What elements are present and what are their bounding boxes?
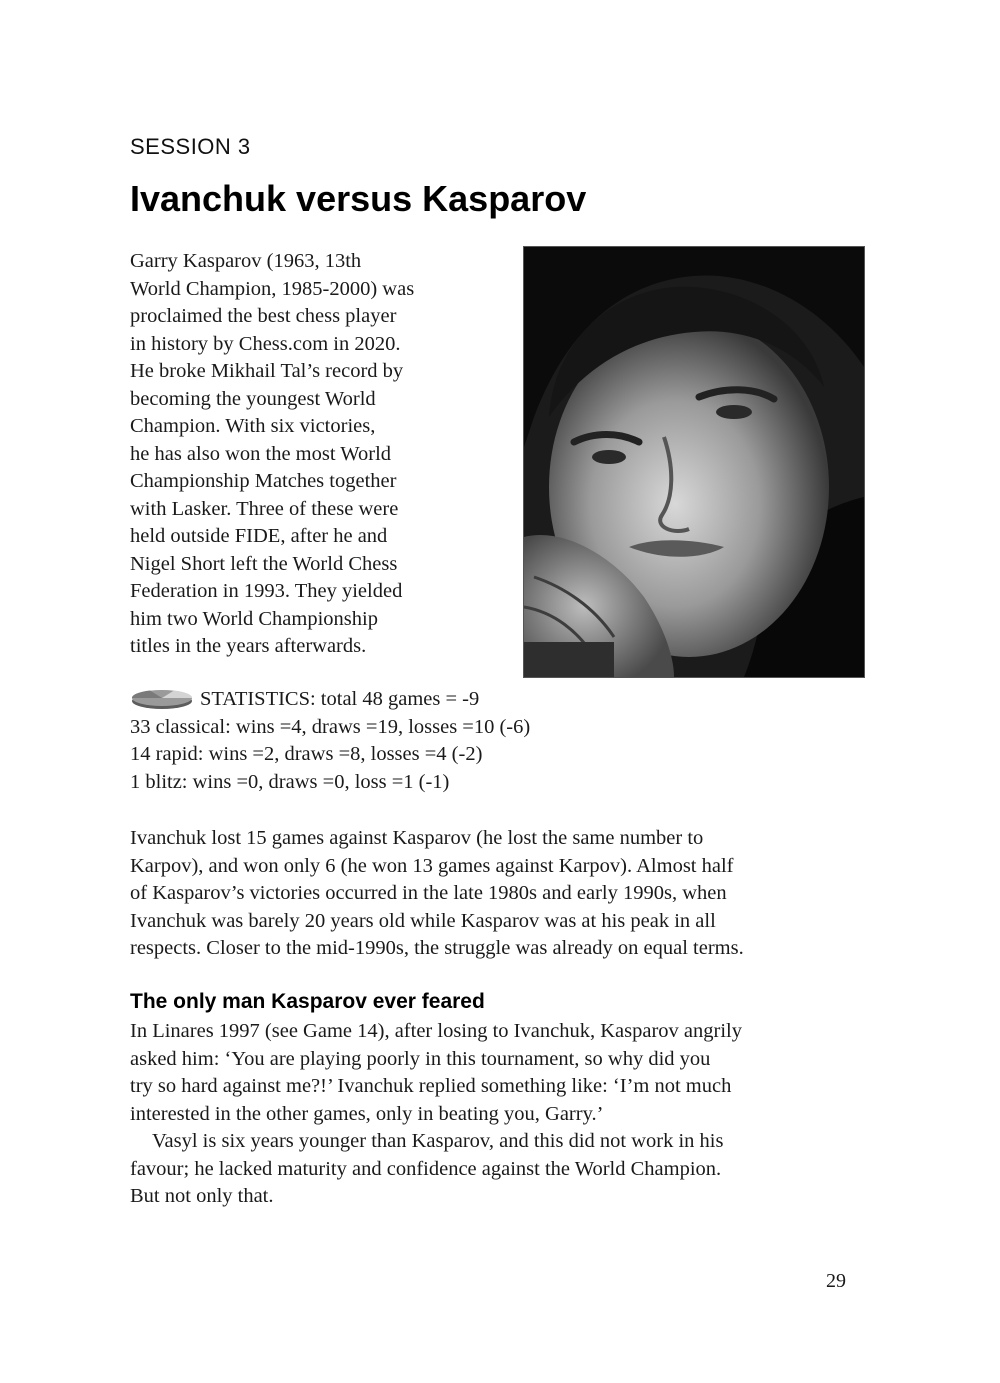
body-paragraph	[130, 825, 744, 963]
text-line: In Linares 1997 (see Game 14), after losing to Ivanchuk, Kasparov angrily	[130, 1020, 742, 1042]
text-line: Ivanchuk lost 15 games against Kasparov (he lost the same number to	[130, 827, 704, 849]
pie-chart-icon	[130, 687, 194, 711]
text-line: Garry Kasparov (1963, 13th	[130, 250, 362, 272]
text-line: respects. Closer to the mid-1990s, the struggle was already on equal terms.	[130, 937, 744, 959]
stats-line: 33 classical: wins =4, draws =19, losses =10 (-6)	[130, 715, 531, 738]
page-title: Ivanchuk versus Kasparov	[130, 178, 587, 219]
text-line: World Champion, 1985-2000) was	[130, 277, 415, 300]
stats-total: STATISTICS: total 48 games = -9	[200, 688, 480, 710]
text-line: interested in the other games, only in beating you, Garry.’	[130, 1102, 604, 1125]
text-line: he has also won the most World	[130, 442, 392, 465]
text-line: Championship Matches together	[130, 470, 397, 492]
text-line: with Lasker. Three of these were	[130, 497, 399, 520]
text-line: him two World Championship	[130, 607, 378, 630]
section-heading: The only man Kasparov ever feared	[130, 990, 485, 1013]
intro-paragraph	[130, 248, 490, 661]
text-line: becoming the youngest World	[130, 387, 376, 410]
text-line: Champion. With six victories,	[130, 415, 376, 437]
stats-line	[130, 686, 530, 714]
session-label: SESSION 3	[130, 134, 251, 159]
page-number: 29	[826, 1270, 846, 1292]
text-line: But not only that.	[130, 1185, 274, 1207]
text-line: titles in the years afterwards.	[130, 635, 367, 657]
section-body	[130, 1018, 742, 1211]
stats-line: 14 rapid: wins =2, draws =8, losses =4 (-2)	[130, 743, 483, 765]
portrait-photo	[523, 246, 865, 678]
text-line: favour; he lacked maturity and confidence against the World Champion.	[130, 1157, 722, 1180]
text-line: Nigel Short left the World Chess	[130, 552, 398, 575]
statistics-block	[130, 686, 530, 796]
text-line: held outside FIDE, after he and	[130, 525, 388, 547]
text-line: Ivanchuk was barely 20 years old while Kasparov was at his peak in all	[130, 909, 716, 932]
text-line: try so hard against me?!’ Ivanchuk replied something like: ‘I’m not much	[130, 1075, 732, 1097]
text-line: Vasyl is six years younger than Kasparov, and this did not work in his	[152, 1130, 724, 1152]
text-line: He broke Mikhail Tal’s record by	[130, 360, 404, 382]
text-line: in history by Chess.com in 2020.	[130, 332, 401, 355]
text-line: proclaimed the best chess player	[130, 305, 397, 327]
text-line: Federation in 1993. They yielded	[130, 580, 403, 602]
text-line: asked him: ‘You are playing poorly in this tournament, so why did you	[130, 1047, 711, 1070]
stats-line: 1 blitz: wins =0, draws =0, loss =1 (-1)	[130, 770, 450, 793]
text-line: Karpov), and won only 6 (he won 13 games against Karpov). Almost half	[130, 854, 734, 877]
text-line: of Kasparov’s victories occurred in the late 1980s and early 1990s, when	[130, 882, 727, 904]
